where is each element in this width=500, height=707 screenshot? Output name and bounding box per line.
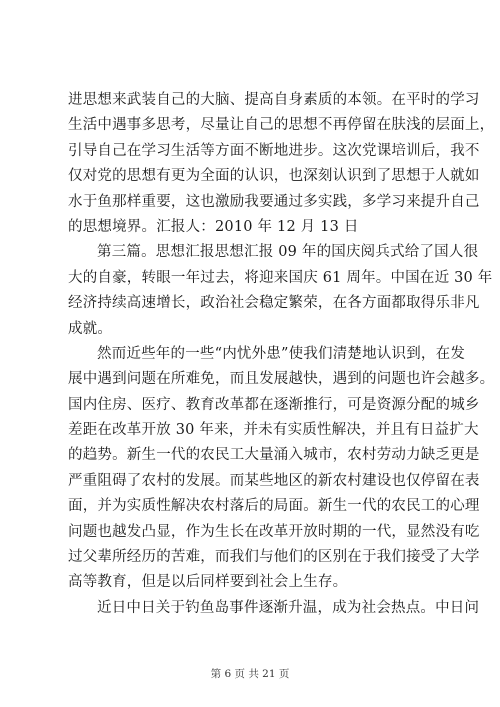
text-line: 引导自己在学习生活等方面不断地进步。这次党课培训后，我不 <box>68 142 480 159</box>
text-line: 的趋势。新生一代的农民工大量涌入城市，农村劳动力缺乏更是 <box>68 447 480 464</box>
paragraph-start-line: 然而近些年的一些“内忧外患”使我们清楚地认识到，在发 <box>97 345 466 362</box>
text-line: 进思想来武装自己的大脑、提高自身素质的本领。在平时的学习 <box>68 92 480 108</box>
text-line: 展中遇到问题在所难免，而且发展越快，遇到的问题也许会越多。 <box>68 371 495 388</box>
text-line: 水于鱼那样重要，这也激励我要通过多实践，多学习来提升自己 <box>68 193 480 210</box>
document-body <box>68 88 495 621</box>
text-line: 过父辈所经历的苦难，而我们与他们的区别在于我们接受了大学 <box>68 549 480 566</box>
paragraph-start-line: 第三篇。思想汇报思想汇报 09 年的国庆阅兵式给了国人很 <box>97 244 479 261</box>
page-number-footer: 第 6 页 共 21 页 <box>210 668 290 680</box>
text-line: 生活中遇事多思考，尽量让自己的思想不再停留在肤浅的层面上， <box>68 117 495 134</box>
text-line: 严重阻碍了农村的发展。而某些地区的新农村建设也仅停留在表 <box>68 472 480 489</box>
text-line: 仅对党的思想有更为全面的认识，也深刻认识到了思想于人就如 <box>68 168 480 185</box>
text-line: 差距在改革开放 30 年来，并未有实质性解决，并且有日益扩大 <box>68 422 479 439</box>
text-line: 成就。 <box>68 320 113 337</box>
paragraph-start-line: 近日中日关于钓鱼岛事件逐渐升温，成为社会热点。中日问 <box>97 599 480 616</box>
text-line: 问题也越发凸显，作为生长在改革开放时期的一代，显然没有吃 <box>68 523 480 540</box>
text-line: 的思想境界。汇报人：2010 年 12 月 13 日 <box>68 218 359 235</box>
text-line: 经济持续高速增长，政治社会稳定繁荣，在各方面都取得乐非凡 <box>68 295 480 312</box>
text-line: 高等教育，但是以后同样要到社会上生存。 <box>68 574 348 591</box>
text-line: 面，并为实质性解决农村落后的局面。新生一代的农民工的心理 <box>68 498 480 515</box>
text-line: 国内住房、医疗、教育改革都在逐渐推行，可是资源分配的城乡 <box>68 396 480 413</box>
text-line: 大的自豪，转眼一年过去，将迎来国庆 61 周年。中国在近 30 年 <box>68 269 493 286</box>
